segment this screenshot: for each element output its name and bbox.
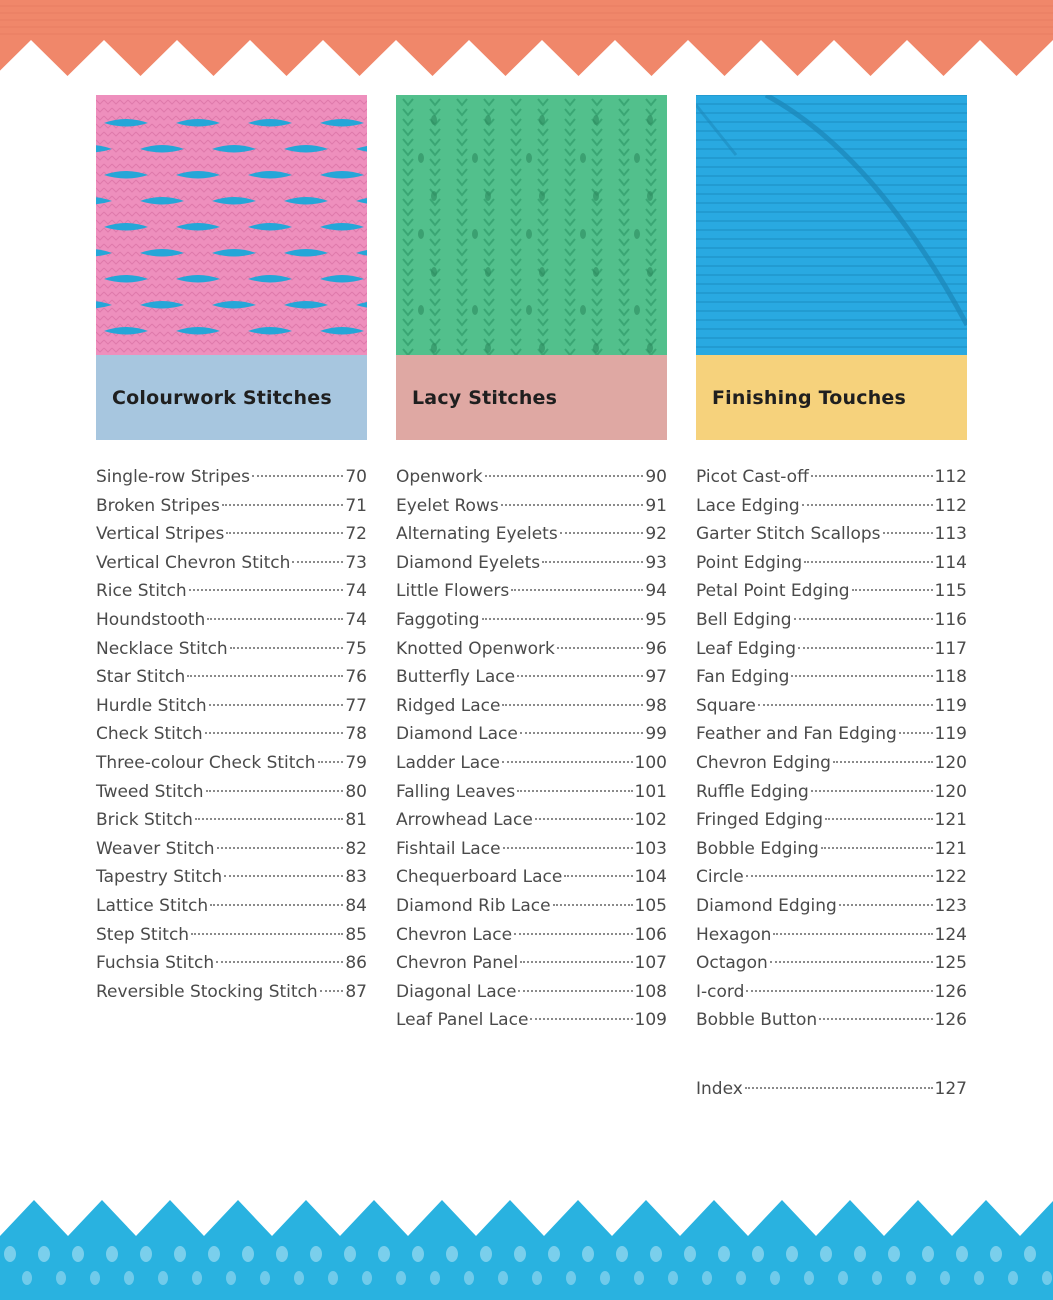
lacy-toc-list (396, 463, 667, 1035)
dot-leader (482, 618, 644, 620)
toc-entry[interactable] (696, 863, 967, 892)
toc-entry[interactable] (396, 778, 667, 807)
dot-leader (811, 475, 933, 477)
colourwork-swatch-image (96, 95, 367, 355)
toc-entry[interactable] (696, 778, 967, 807)
dot-leader (839, 904, 933, 906)
toc-entry-title: Point Edging (696, 552, 803, 573)
dot-leader (230, 647, 344, 649)
toc-entry[interactable] (696, 978, 967, 1007)
toc-entry-title: Petal Point Edging (696, 581, 850, 602)
toc-entry-page: 78 (345, 724, 367, 745)
toc-entry[interactable] (696, 835, 967, 864)
toc-entry[interactable] (396, 835, 667, 864)
toc-entry-title: Square (696, 695, 756, 716)
toc-entry-page: 77 (345, 695, 367, 716)
toc-entry[interactable] (96, 949, 367, 978)
dot-leader (791, 675, 932, 677)
toc-entry-title: Diamond Rib Lace (396, 895, 551, 916)
dot-leader (318, 761, 344, 763)
dot-leader (189, 589, 344, 591)
toc-entry-page: 106 (634, 924, 667, 945)
toc-entry-title: Falling Leaves (396, 781, 516, 802)
toc-entry-title: Diamond Eyelets (396, 552, 541, 573)
dot-leader (320, 990, 344, 992)
toc-entry[interactable] (696, 806, 967, 835)
toc-entry-page: 117 (934, 638, 967, 659)
category-heading-colourwork: Colourwork Stitches (96, 355, 367, 440)
finishing-column (696, 95, 967, 1035)
toc-entry-title: Reversible Stocking Stitch (96, 981, 318, 1002)
toc-entry-title: Ladder Lace (396, 752, 501, 773)
dot-leader (542, 561, 643, 563)
dot-leader (222, 504, 344, 506)
toc-entry[interactable] (96, 978, 367, 1007)
lacy-column (396, 95, 667, 1035)
bottom-lace-zigzag-border (0, 1196, 1053, 1300)
toc-entry-title: Faggoting (396, 609, 480, 630)
dot-leader (517, 790, 632, 792)
dot-leader (217, 847, 344, 849)
dot-leader (216, 961, 343, 963)
toc-entry[interactable] (96, 892, 367, 921)
dot-leader (883, 532, 933, 534)
toc-entry-page: 84 (345, 895, 367, 916)
toc-entry[interactable] (696, 492, 967, 521)
toc-entry-page: 121 (934, 838, 967, 859)
toc-entry[interactable] (96, 835, 367, 864)
toc-entry-page: 75 (345, 638, 367, 659)
toc-entry[interactable] (96, 663, 367, 692)
dot-leader (770, 961, 933, 963)
toc-entry-page: 120 (934, 752, 967, 773)
dot-leader (511, 589, 643, 591)
top-knit-zigzag-border (0, 0, 1053, 80)
toc-entry-title: Knotted Openwork (396, 638, 555, 659)
toc-entry-page: 87 (345, 981, 367, 1002)
toc-entry-page: 112 (934, 467, 967, 487)
toc-entry-title: Fishtail Lace (396, 838, 501, 859)
dot-leader (226, 532, 343, 534)
toc-entry[interactable] (696, 949, 967, 978)
toc-entry-title: Eyelet Rows (396, 495, 499, 516)
dot-leader (535, 818, 633, 820)
dot-leader (564, 875, 632, 877)
toc-entry-title: Openwork (396, 467, 483, 487)
dot-leader (746, 875, 933, 877)
dot-leader (821, 847, 933, 849)
toc-entry-title: Step Stitch (96, 924, 190, 945)
toc-entry-page: 102 (634, 810, 667, 831)
toc-entry-title: Diagonal Lace (396, 981, 517, 1002)
toc-entry[interactable] (696, 692, 967, 721)
toc-entry[interactable] (396, 577, 667, 606)
dot-leader (514, 933, 632, 935)
dot-leader (520, 732, 644, 734)
dot-leader (530, 1018, 632, 1020)
toc-entry-page: 100 (634, 752, 667, 773)
dot-leader (518, 990, 632, 992)
toc-entry-title: Diamond Edging (696, 895, 837, 916)
dot-leader (191, 933, 343, 935)
toc-entry-title: Hexagon (696, 924, 772, 945)
toc-entry[interactable] (696, 635, 967, 664)
toc-entry[interactable] (96, 520, 367, 549)
toc-entry-page: 121 (934, 810, 967, 831)
toc-entry-page: 71 (345, 495, 367, 516)
toc-entry-title: Three-colour Check Stitch (96, 752, 316, 773)
toc-entry-page: 81 (345, 810, 367, 831)
toc-entry-page: 94 (645, 581, 667, 602)
toc-entry-title: Vertical Chevron Stitch (96, 552, 291, 573)
toc-entry-page: 86 (345, 953, 367, 974)
colourwork-toc-list (96, 463, 367, 1006)
toc-entry[interactable] (696, 606, 967, 635)
toc-entry-page: 72 (345, 524, 367, 545)
dot-leader (560, 532, 644, 534)
toc-entry-page: 98 (645, 695, 667, 716)
toc-entry-page: 73 (345, 552, 367, 573)
dot-leader (794, 618, 933, 620)
toc-entry[interactable] (396, 549, 667, 578)
toc-entry[interactable] (396, 949, 667, 978)
toc-entry-title: Broken Stripes (96, 495, 220, 516)
dot-leader (224, 875, 343, 877)
toc-entry-page: 125 (934, 953, 967, 974)
toc-entry-title: Chevron Lace (396, 924, 513, 945)
toc-entry-page: 107 (634, 953, 667, 974)
dot-leader (195, 818, 343, 820)
toc-entry-page: 93 (645, 552, 667, 573)
toc-entry[interactable] (396, 663, 667, 692)
dot-leader (557, 647, 644, 649)
toc-entry-title: Feather and Fan Edging (696, 724, 897, 745)
toc-entry-title: Leaf Panel Lace (396, 1010, 529, 1031)
toc-entry-title: Bobble Button (696, 1010, 818, 1031)
toc-entry-page: 85 (345, 924, 367, 945)
toc-entry-title: Leaf Edging (696, 638, 797, 659)
dot-leader (798, 647, 932, 649)
dot-leader (517, 675, 643, 677)
toc-entry-page: 114 (934, 552, 967, 573)
toc-entry-page: 103 (634, 838, 667, 859)
toc-entry-title: Arrowhead Lace (396, 810, 533, 831)
toc-entry-page: 79 (345, 752, 367, 773)
toc-entry-page: 95 (645, 609, 667, 630)
category-heading-lacy: Lacy Stitches (396, 355, 667, 440)
dot-leader (811, 790, 933, 792)
dot-leader (825, 818, 932, 820)
toc-entry-page: 92 (645, 524, 667, 545)
toc-entry-title: Weaver Stitch (96, 838, 215, 859)
toc-entry-page: 76 (345, 667, 367, 688)
toc-entry-title: Houndstooth (96, 609, 206, 630)
toc-entry[interactable] (96, 806, 367, 835)
toc-entry-title: Picot Cast-off (696, 467, 809, 487)
toc-entry[interactable] (96, 577, 367, 606)
dot-leader (773, 933, 932, 935)
toc-entry-title: Chevron Edging (696, 752, 831, 773)
toc-entry-page: 123 (934, 895, 967, 916)
toc-entry-title: Star Stitch (96, 667, 186, 688)
dot-leader (209, 704, 344, 706)
dot-leader (833, 761, 933, 763)
toc-entry-page: 74 (345, 581, 367, 602)
toc-entry-page: 113 (934, 524, 967, 545)
toc-entry[interactable] (396, 720, 667, 749)
toc-entry-page: 108 (634, 981, 667, 1002)
dot-leader (819, 1018, 932, 1020)
finishing-toc-list (696, 463, 967, 1035)
toc-entry[interactable] (696, 577, 967, 606)
toc-entry-page: 126 (934, 1010, 967, 1031)
dot-leader (252, 475, 343, 477)
toc-entry[interactable] (96, 606, 367, 635)
toc-entry[interactable] (696, 463, 967, 492)
dot-leader (292, 561, 343, 563)
toc-entry[interactable] (396, 921, 667, 950)
toc-entry-page: 115 (934, 581, 967, 602)
toc-entry-title: Tweed Stitch (96, 781, 204, 802)
toc-entry[interactable] (96, 692, 367, 721)
dot-leader (746, 990, 932, 992)
dot-leader (520, 961, 632, 963)
finishing-swatch-image (696, 95, 967, 355)
toc-entry[interactable] (396, 863, 667, 892)
toc-entry-page: 124 (934, 924, 967, 945)
toc-entry[interactable] (696, 520, 967, 549)
dot-leader (207, 618, 343, 620)
toc-entry-page: 127 (934, 1079, 967, 1099)
toc-entry-title: Fuchsia Stitch (96, 953, 215, 974)
toc-entry-title: Chevron Panel (396, 953, 519, 974)
toc-entry-title: Lattice Stitch (96, 895, 209, 916)
toc-entry[interactable] (396, 978, 667, 1007)
toc-entry-title: Fringed Edging (696, 810, 824, 831)
toc-entry-title: Bobble Edging (696, 838, 819, 859)
toc-entry[interactable] (96, 778, 367, 807)
dot-leader (210, 904, 343, 906)
dot-leader (187, 675, 343, 677)
toc-entry[interactable] (696, 720, 967, 749)
dot-leader (758, 704, 933, 706)
toc-entry-title: Alternating Eyelets (396, 524, 558, 545)
toc-entry[interactable] (396, 692, 667, 721)
dot-leader (804, 561, 932, 563)
toc-entry-page: 104 (634, 867, 667, 888)
toc-entry-page: 122 (934, 867, 967, 888)
toc-entry-title: Ridged Lace (396, 695, 501, 716)
toc-entry-page: 83 (345, 867, 367, 888)
toc-entry-page: 116 (934, 609, 967, 630)
toc-entry-title: Hurdle Stitch (96, 695, 207, 716)
toc-entry[interactable] (96, 720, 367, 749)
toc-entry-page: 109 (634, 1010, 667, 1031)
toc-entry[interactable] (396, 520, 667, 549)
toc-entry[interactable] (96, 463, 367, 492)
toc-entry-title: Circle (696, 867, 744, 888)
toc-entry-title: Octagon (696, 953, 768, 974)
toc-entry-page: 91 (645, 495, 667, 516)
toc-entry-page: 74 (345, 609, 367, 630)
toc-entry-page: 82 (345, 838, 367, 859)
toc-entry-page: 90 (645, 467, 667, 487)
toc-entry-title: I-cord (696, 981, 745, 1002)
toc-entry-page: 120 (934, 781, 967, 802)
toc-entry-title: Vertical Stripes (96, 524, 225, 545)
toc-entry[interactable] (396, 892, 667, 921)
toc-entry-page: 126 (934, 981, 967, 1002)
toc-entry-page: 96 (645, 638, 667, 659)
dot-leader (503, 847, 633, 849)
dot-leader (899, 732, 933, 734)
dot-leader (802, 504, 933, 506)
toc-entry-title: Necklace Stitch (96, 638, 228, 659)
toc-entry[interactable] (396, 806, 667, 835)
toc-entry-title: Rice Stitch (96, 581, 187, 602)
dot-leader (502, 761, 633, 763)
toc-entry[interactable] (96, 549, 367, 578)
toc-entry[interactable] (396, 1006, 667, 1035)
toc-entry[interactable] (96, 635, 367, 664)
toc-entry-title: Bell Edging (696, 609, 792, 630)
toc-entry-title: Diamond Lace (396, 724, 518, 745)
toc-entry-page: 119 (934, 695, 967, 716)
toc-entry[interactable] (396, 492, 667, 521)
toc-entry-page: 97 (645, 667, 667, 688)
toc-entry-title: Little Flowers (396, 581, 510, 602)
toc-entry[interactable] (696, 892, 967, 921)
toc-entry-page: 101 (634, 781, 667, 802)
lacy-swatch-image (396, 95, 667, 355)
dot-leader (502, 704, 643, 706)
toc-entry-title: Lace Edging (696, 495, 800, 516)
toc-entry[interactable] (696, 749, 967, 778)
toc-entry[interactable] (96, 863, 367, 892)
toc-entry[interactable] (396, 606, 667, 635)
dot-leader (852, 589, 933, 591)
toc-entry-title: Ruffle Edging (696, 781, 809, 802)
toc-entry[interactable] (96, 492, 367, 521)
toc-entry-title: Index (696, 1079, 743, 1099)
dot-leader (206, 790, 344, 792)
toc-entry[interactable] (696, 549, 967, 578)
dot-leader (745, 1087, 933, 1089)
toc-entry-page: 99 (645, 724, 667, 745)
toc-entry-page: 70 (345, 467, 367, 487)
toc-entry-title: Tapestry Stitch (96, 867, 223, 888)
toc-entry[interactable] (696, 921, 967, 950)
toc-entry-title: Butterfly Lace (396, 667, 516, 688)
toc-entry-page: 118 (934, 667, 967, 688)
toc-entry-title: Chequerboard Lace (396, 867, 563, 888)
toc-entry[interactable] (696, 1006, 967, 1035)
toc-entry-title: Check Stitch (96, 724, 203, 745)
category-heading-finishing: Finishing Touches (696, 355, 967, 440)
colourwork-column (96, 95, 367, 1006)
toc-entry[interactable] (396, 749, 667, 778)
toc-entry-page: 80 (345, 781, 367, 802)
toc-entry-page: 119 (934, 724, 967, 745)
toc-entry[interactable] (96, 749, 367, 778)
dot-leader (553, 904, 633, 906)
toc-entry[interactable] (396, 635, 667, 664)
dot-leader (205, 732, 344, 734)
toc-entry-index[interactable] (696, 1075, 967, 1104)
dot-leader (485, 475, 644, 477)
toc-entry[interactable] (696, 663, 967, 692)
toc-entry[interactable] (96, 921, 367, 950)
toc-entry-title: Garter Stitch Scallops (696, 524, 881, 545)
dot-leader (501, 504, 644, 506)
toc-entry-title: Brick Stitch (96, 810, 193, 831)
toc-entry-page: 105 (634, 895, 667, 916)
toc-entry-page: 112 (934, 495, 967, 516)
toc-entry[interactable] (396, 463, 667, 492)
toc-entry-title: Fan Edging (696, 667, 790, 688)
toc-entry-title: Single-row Stripes (96, 467, 250, 487)
